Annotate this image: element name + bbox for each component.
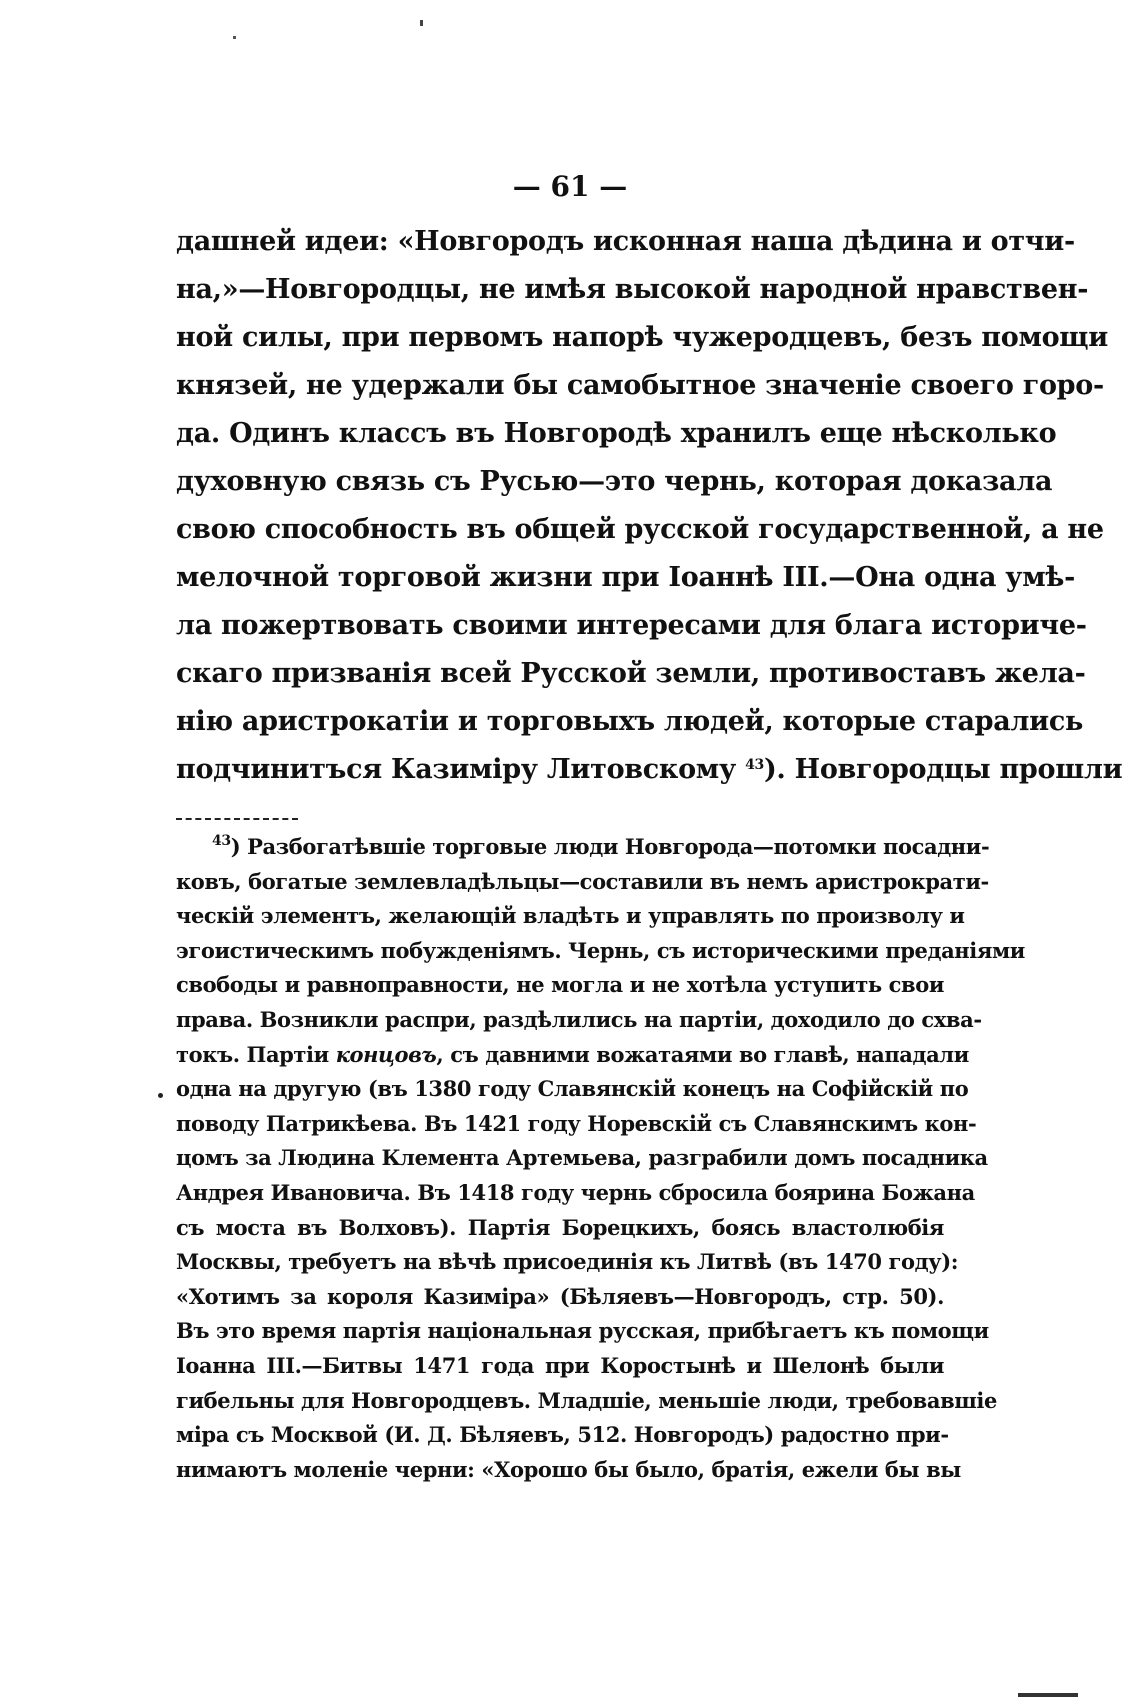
footnote-line: Москвы, требуетъ на вѣчѣ присоединія къ Литвѣ (въ 1470 году): [176,1249,959,1275]
footnote-text-fragment: , съ давними вожатаями во главѣ, нападали [436,1041,969,1067]
footnote-line: съ моста въ Волховъ). Партія Борецкихъ, боясь властолюбія [176,1214,944,1240]
footnote-line: гибельны для Новгородцевъ. Младшіе, меньшіе люди, требовавшіе [176,1387,997,1413]
main-text-line: скаго призванія всей Русской земли, противоставъ жела- [176,658,1086,689]
main-text-line: на,»—Новгородцы, не имѣя высокой народной нравствен- [176,274,1089,305]
main-text-line: дашней идеи: «Новгородъ исконная наша дѣдина и отчи- [176,226,1075,257]
main-text-block [176,218,1123,794]
footnote-text-fragment: токъ. Партіи [176,1041,329,1067]
main-text-last-line [176,746,1123,794]
stray-ink-dot [233,36,236,39]
main-text-line: да. Одинъ классъ въ Новгородѣ хранилъ еще нѣсколько [176,418,1057,449]
footnote-line: нимаютъ моленіе черни: «Хорошо бы было, братія, ежели бы вы [176,1456,961,1482]
footnote-line: права. Возникли распри, раздѣлились на партіи, доходило до схва- [176,1006,982,1032]
main-text-line: ла пожертвовать своими интересами для блага историче- [176,610,1087,641]
footnote-line: «Хотимъ за короля Казиміра» (Бѣляевъ—Новгородъ, стр. 50). [176,1283,944,1309]
footnote-reference: 43 [745,757,764,773]
main-text-line: духовную связь съ Русью—это чернь, которая доказала [176,466,1053,497]
footnote-italic-term: концовъ [335,1041,437,1067]
stray-ink-mark [420,20,423,26]
main-text-line: князей, не удержали бы самобытное значеніе своего горо- [176,370,1104,401]
main-text-line: нію аристрокатіи и торговыхъ людей, которые старались [176,706,1084,737]
main-text-fragment: ). Новгородцы прошли [763,754,1123,785]
main-text-line: мелочной торговой жизни при Іоаннѣ III.—Она одна умѣ- [176,562,1075,593]
footnote-line: свободы и равноправности, не могла и не хотѣла уступить свои [176,972,944,998]
main-text-line: ной силы, при первомъ напорѣ чужеродцевъ, безъ помощи [176,322,1108,353]
footnote-line: міра съ Москвой (И. Д. Бѣляевъ, 512. Новгородъ) радостно при- [176,1422,949,1448]
main-text-fragment: подчинитъся Казиміру Литовскому [176,754,736,785]
footnote-first-line [176,830,990,865]
footnote-line: эгоистическимъ побужденіямъ. Чернь, съ историческими преданіями [176,937,1025,963]
footnote-line: поводу Патрикѣева. Въ 1421 году Норевскій съ Славянскимъ кон- [176,1110,977,1136]
footnote-line: одна на другую (въ 1380 году Славянскій конецъ на Софійскій по [176,1076,969,1102]
footnote-line: Андрея Ивановича. Въ 1418 году чернь сбросила боярина Божана [176,1179,975,1205]
footnote-line-with-italic [176,1038,969,1073]
footnote-marker: 43 [212,833,231,849]
footnote-separator [176,818,298,820]
footnote-line: цомъ за Людина Клемента Артемьева, разграбили домъ посадника [176,1145,988,1171]
footnote-line: ческій элементъ, желающій владѣть и управлять по произволу и [176,903,965,929]
main-text-line: свою способность въ общей русской государственной, а не [176,514,1104,545]
footnote-line: Іоанна III.—Битвы 1471 года при Коростынѣ и Шелонѣ были [176,1352,944,1378]
page-edge-mark [1018,1693,1078,1697]
footnote-line: ковъ, богатые землевладѣльцы—составили въ немъ аристрократи- [176,868,989,894]
footnote-line: Въ это время партія національная русская, прибѣгаетъ къ помощи [176,1318,989,1344]
margin-dot [158,1093,163,1098]
page-number: — 61 — [512,170,628,203]
footnote-block [176,830,1025,1487]
footnote-text-fragment: ) Разбогатѣвшіе торговые люди Новгорода—потомки посадни- [230,834,990,859]
